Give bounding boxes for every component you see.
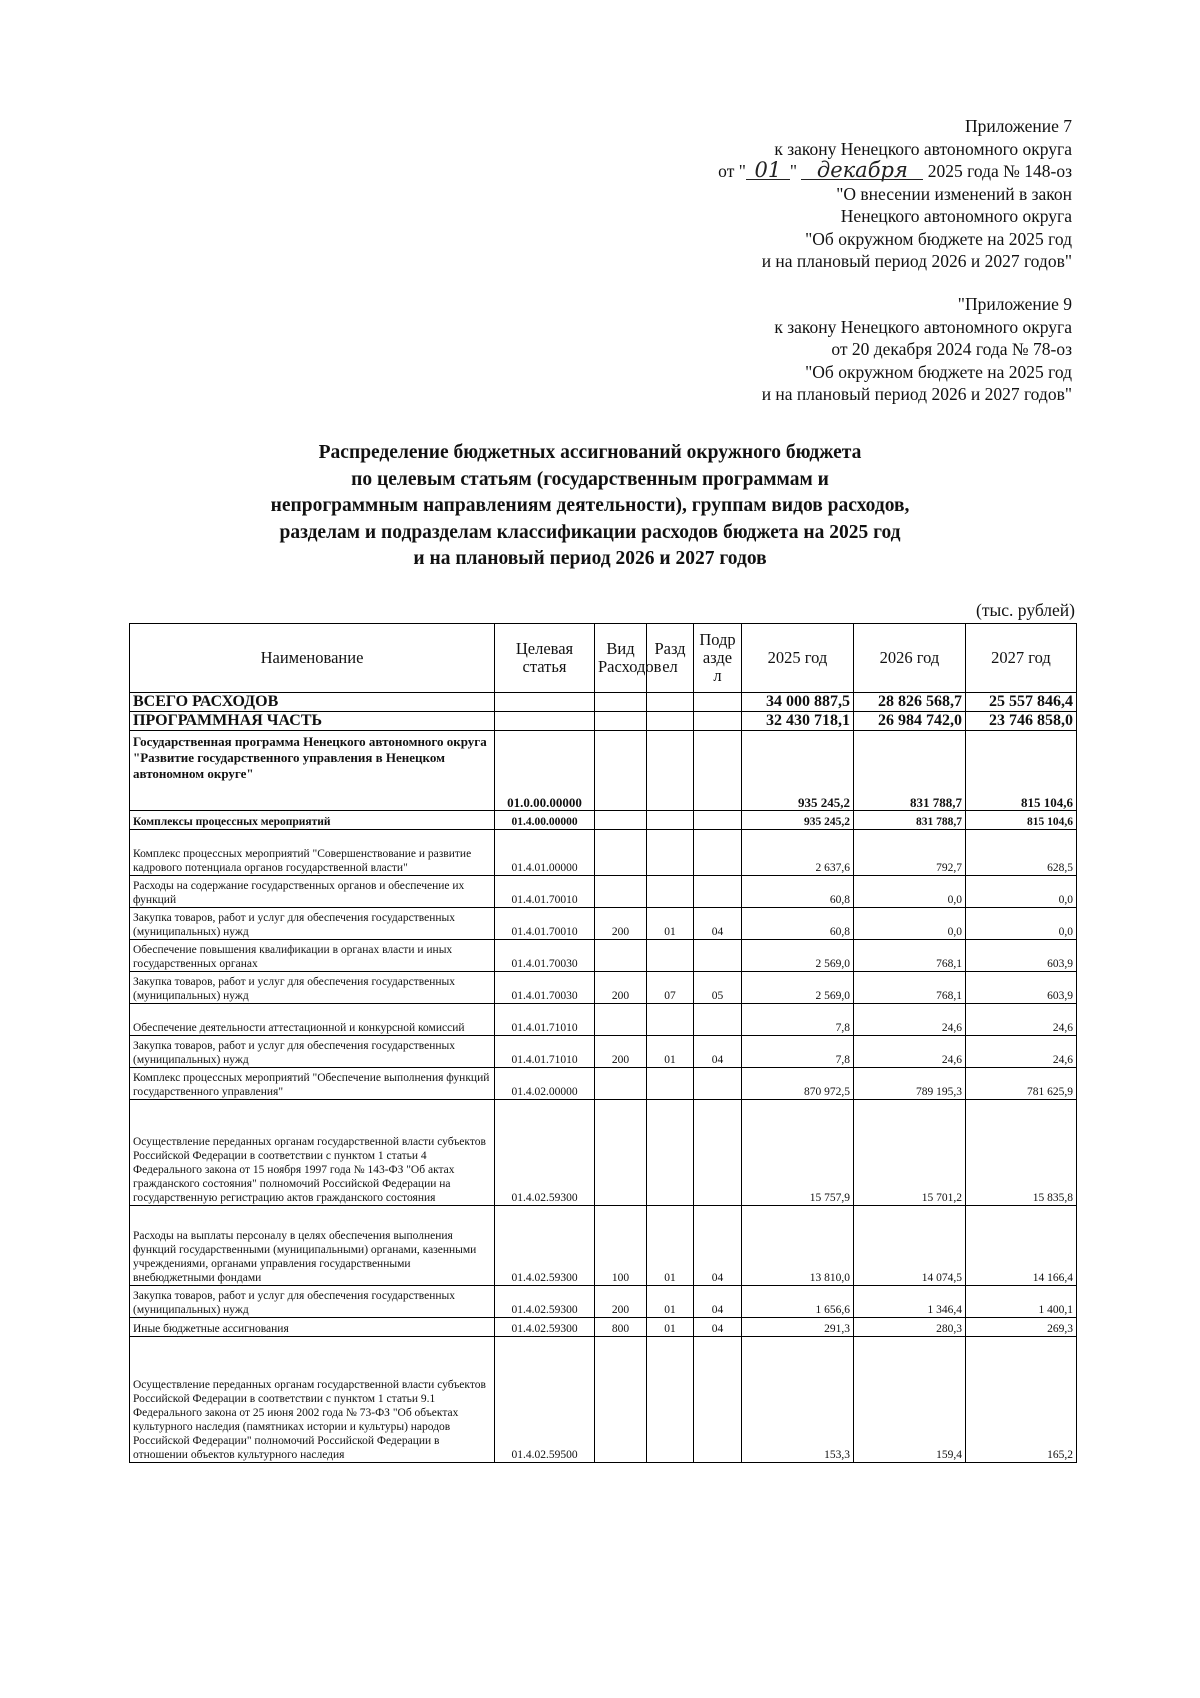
amend-line-4: и на плановый период 2026 и 2027 годов" [761, 251, 1072, 271]
cell-target: 01.4.02.00000 [495, 1068, 595, 1100]
table-row [130, 1004, 1077, 1036]
cell-y2025: 7,8 [742, 1004, 854, 1036]
cell-section [647, 940, 694, 972]
cell-section [647, 811, 694, 830]
title-line-5: и на плановый период 2026 и 2027 годов [413, 548, 767, 569]
cell-y2027: 25 557 846,4 [966, 693, 1077, 712]
cell-type [595, 712, 647, 731]
cell-section [647, 731, 694, 811]
cell-section: 01 [647, 1206, 694, 1286]
cell-type [595, 1337, 647, 1463]
appendix-header [718, 115, 1072, 273]
cell-name: Иные бюджетные ассигнования [130, 1318, 495, 1337]
cell-y2027: 24,6 [966, 1004, 1077, 1036]
cell-subsection: 04 [694, 908, 742, 940]
cell-type: 100 [595, 1206, 647, 1286]
cell-name: Закупка товаров, работ и услуг для обеспечения государственных (муниципальных) нужд [130, 1286, 495, 1318]
cell-type [595, 876, 647, 908]
cell-type [595, 1004, 647, 1036]
cell-y2026: 831 788,7 [854, 811, 966, 830]
cell-y2027: 24,6 [966, 1036, 1077, 1068]
table-row [130, 972, 1077, 1004]
table-row [130, 1100, 1077, 1206]
table-row [130, 1337, 1077, 1463]
date-mid: " [789, 161, 798, 181]
law-reference: к закону Ненецкого автономного округа [774, 138, 1072, 159]
law-date-line [718, 160, 1072, 183]
cell-type [595, 1100, 647, 1206]
cell-type [595, 940, 647, 972]
header-2026: 2026 год [854, 624, 966, 693]
document-title [150, 440, 1030, 573]
cell-name: Закупка товаров, работ и услуг для обеспечения государственных (муниципальных) нужд [130, 908, 495, 940]
cell-name: Комплекс процессных мероприятий "Обеспечение выполнения функций государственного управления" [130, 1068, 495, 1100]
cell-section: 01 [647, 908, 694, 940]
cell-target: 01.4.02.59500 [495, 1337, 595, 1463]
cell-y2025: 13 810,0 [742, 1206, 854, 1286]
title-line-1: Распределение бюджетных ассигнований окружного бюджета [318, 442, 862, 463]
table-row [130, 1068, 1077, 1100]
cell-target: 01.4.01.71010 [495, 1004, 595, 1036]
cell-target: 01.4.02.59300 [495, 1286, 595, 1318]
original-law-title-2: и на плановый период 2026 и 2027 годов" [761, 384, 1072, 404]
cell-section [647, 1337, 694, 1463]
appendix-number: Приложение 7 [964, 116, 1072, 136]
cell-name: ВСЕГО РАСХОДОВ [130, 693, 495, 712]
cell-section: 01 [647, 1286, 694, 1318]
cell-y2026: 26 984 742,0 [854, 712, 966, 731]
cell-y2027: 1 400,1 [966, 1286, 1077, 1318]
header-2027: 2027 год [966, 624, 1077, 693]
cell-subsection [694, 1100, 742, 1206]
cell-subsection [694, 876, 742, 908]
cell-y2027: 815 104,6 [966, 811, 1077, 830]
cell-y2026: 789 195,3 [854, 1068, 966, 1100]
table-body [130, 693, 1077, 1463]
cell-type: 200 [595, 1036, 647, 1068]
cell-target: 01.4.01.70010 [495, 908, 595, 940]
cell-y2027: 14 166,4 [966, 1206, 1077, 1286]
cell-subsection [694, 811, 742, 830]
cell-y2027: 0,0 [966, 908, 1077, 940]
cell-y2025: 2 637,6 [742, 830, 854, 876]
table-row [130, 876, 1077, 908]
cell-y2026: 14 074,5 [854, 1206, 966, 1286]
cell-type [595, 693, 647, 712]
cell-y2026: 28 826 568,7 [854, 693, 966, 712]
cell-subsection: 05 [694, 972, 742, 1004]
units-label: (тыс. рублей) [976, 600, 1075, 620]
cell-name: ПРОГРАММНАЯ ЧАСТЬ [130, 712, 495, 731]
table-row [130, 693, 1077, 712]
header-section: Разд ел [647, 624, 694, 693]
header-subsection: Подр азде л [694, 624, 742, 693]
cell-type: 200 [595, 908, 647, 940]
cell-y2026: 15 701,2 [854, 1100, 966, 1206]
cell-section: 01 [647, 1036, 694, 1068]
cell-target: 01.4.02.59300 [495, 1206, 595, 1286]
cell-y2025: 935 245,2 [742, 811, 854, 830]
table-row [130, 1036, 1077, 1068]
cell-target: 01.4.01.71010 [495, 1036, 595, 1068]
cell-name: Закупка товаров, работ и услуг для обеспечения государственных (муниципальных) нужд [130, 972, 495, 1004]
cell-subsection [694, 940, 742, 972]
cell-y2027: 15 835,8 [966, 1100, 1077, 1206]
cell-y2026: 792,7 [854, 830, 966, 876]
cell-subsection: 04 [694, 1206, 742, 1286]
cell-type: 800 [595, 1318, 647, 1337]
cell-y2026: 0,0 [854, 876, 966, 908]
original-law-reference: к закону Ненецкого автономного округа [774, 316, 1072, 337]
cell-y2026: 768,1 [854, 940, 966, 972]
original-law-title-1: "Об окружном бюджете на 2025 год [805, 361, 1072, 382]
cell-y2025: 60,8 [742, 908, 854, 940]
cell-name: Осуществление переданных органам государственной власти субъектов Российской Федерации в соответствии с пунктом 1 статьи 4 Федерального закона от 15 ноября 1997 года № 143-ФЗ "Об актах гражданского состояния" полномочий Российской Федерации на государственную регистрацию актов гражданского состояния [130, 1100, 495, 1206]
cell-y2026: 280,3 [854, 1318, 966, 1337]
cell-y2027: 0,0 [966, 876, 1077, 908]
cell-subsection [694, 1337, 742, 1463]
cell-name: Расходы на содержание государственных органов и обеспечение их функций [130, 876, 495, 908]
cell-y2025: 870 972,5 [742, 1068, 854, 1100]
header-target: Целевая статья [495, 624, 595, 693]
cell-type [595, 830, 647, 876]
cell-target: 01.0.00.00000 [495, 731, 595, 811]
cell-name: Государственная программа Ненецкого автономного округа "Развитие государственного управления в Ненецком автономном округе" [130, 731, 495, 811]
cell-name: Комплекс процессных мероприятий "Совершенствование и развитие кадрового потенциала органов государственной власти" [130, 830, 495, 876]
cell-y2026: 831 788,7 [854, 731, 966, 811]
cell-target: 01.4.01.00000 [495, 830, 595, 876]
cell-target: 01.4.02.59300 [495, 1100, 595, 1206]
cell-subsection [694, 1004, 742, 1036]
table-row [130, 712, 1077, 731]
cell-type: 200 [595, 972, 647, 1004]
cell-y2027: 165,2 [966, 1337, 1077, 1463]
cell-section [647, 1068, 694, 1100]
cell-section [647, 830, 694, 876]
cell-y2025: 291,3 [742, 1318, 854, 1337]
cell-target: 01.4.01.70030 [495, 940, 595, 972]
table-row [130, 940, 1077, 972]
cell-y2025: 7,8 [742, 1036, 854, 1068]
header-2025: 2025 год [742, 624, 854, 693]
cell-y2025: 15 757,9 [742, 1100, 854, 1206]
cell-y2025: 153,3 [742, 1337, 854, 1463]
cell-name: Обеспечение повышения квалификации в органах власти и иных государственных органах [130, 940, 495, 972]
table-row [130, 1318, 1077, 1337]
table-row [130, 731, 1077, 811]
amend-line-2: Ненецкого автономного округа [840, 206, 1072, 226]
header-type: Вид Расходов [595, 624, 647, 693]
header-name: Наименование [130, 624, 495, 693]
cell-subsection [694, 1068, 742, 1100]
table-row [130, 1206, 1077, 1286]
date-suffix: 2025 года № 148-оз [927, 161, 1072, 181]
title-line-4: разделам и подразделам классификации расходов бюджета на 2025 год [279, 521, 901, 543]
cell-y2025: 32 430 718,1 [742, 712, 854, 731]
cell-name: Комплексы процессных мероприятий [130, 811, 495, 830]
cell-section [647, 876, 694, 908]
cell-y2025: 60,8 [742, 876, 854, 908]
cell-y2026: 1 346,4 [854, 1286, 966, 1318]
handwritten-month: декабря [801, 161, 923, 180]
cell-section: 01 [647, 1318, 694, 1337]
cell-y2026: 24,6 [854, 1036, 966, 1068]
table-row [130, 908, 1077, 940]
table-row [130, 830, 1077, 876]
cell-y2026: 0,0 [854, 908, 966, 940]
cell-y2025: 935 245,2 [742, 731, 854, 811]
cell-y2026: 159,4 [854, 1337, 966, 1463]
amend-line-1: "О внесении изменений в закон [836, 183, 1072, 204]
cell-subsection [694, 830, 742, 876]
cell-type [595, 1068, 647, 1100]
cell-y2027: 23 746 858,0 [966, 712, 1077, 731]
cell-type: 200 [595, 1286, 647, 1318]
cell-name: Закупка товаров, работ и услуг для обеспечения государственных (муниципальных) нужд [130, 1036, 495, 1068]
title-line-3: непрограммным направлениям деятельности), группам видов расходов, [270, 495, 910, 516]
table-row [130, 1286, 1077, 1318]
cell-y2025: 2 569,0 [742, 940, 854, 972]
cell-target: 01.4.01.70030 [495, 972, 595, 1004]
cell-y2027: 269,3 [966, 1318, 1077, 1337]
cell-subsection: 04 [694, 1318, 742, 1337]
cell-y2026: 24,6 [854, 1004, 966, 1036]
cell-section [647, 712, 694, 731]
cell-y2025: 34 000 887,5 [742, 693, 854, 712]
cell-target [495, 712, 595, 731]
cell-name: Осуществление переданных органам государственной власти субъектов Российской Федерации в соответствии с пунктом 1 статьи 9.1 Федерального закона от 25 июня 2002 года № 73-ФЗ "Об объектах культурного наследия (памятниках истории и культуры) народов Российской Федерации" полномочий Российской Федерации в отношении объектов культурного наследия [130, 1337, 495, 1463]
cell-target: 01.4.00.00000 [495, 811, 595, 830]
cell-subsection [694, 712, 742, 731]
cell-target [495, 693, 595, 712]
cell-name: Обеспечение деятельности аттестационной и конкурсной комиссий [130, 1004, 495, 1036]
cell-type [595, 731, 647, 811]
original-law-date: от 20 декабря 2024 года № 78-оз [831, 339, 1072, 359]
cell-y2027: 628,5 [966, 830, 1077, 876]
handwritten-day: 01 [746, 161, 790, 180]
cell-y2027: 815 104,6 [966, 731, 1077, 811]
cell-y2026: 768,1 [854, 972, 966, 1004]
table-row [130, 811, 1077, 830]
original-appendix-number: "Приложение 9 [957, 294, 1072, 314]
cell-subsection [694, 731, 742, 811]
cell-target: 01.4.01.70010 [495, 876, 595, 908]
budget-table [129, 623, 1077, 1463]
cell-y2027: 781 625,9 [966, 1068, 1077, 1100]
cell-section [647, 1004, 694, 1036]
cell-y2025: 2 569,0 [742, 972, 854, 1004]
cell-name: Расходы на выплаты персоналу в целях обеспечения выполнения функций государственными (муниципальными) органами, казенными учреждениями, органами управления государственными внебюджетными фондами [130, 1206, 495, 1286]
cell-subsection [694, 693, 742, 712]
cell-y2027: 603,9 [966, 940, 1077, 972]
cell-section [647, 1100, 694, 1206]
cell-target: 01.4.02.59300 [495, 1318, 595, 1337]
cell-subsection: 04 [694, 1286, 742, 1318]
cell-subsection: 04 [694, 1036, 742, 1068]
cell-y2027: 603,9 [966, 972, 1077, 1004]
cell-type [595, 811, 647, 830]
amend-line-3: "Об окружном бюджете на 2025 год [805, 228, 1072, 249]
title-line-2: по целевым статьям (государственным программам и [351, 468, 829, 490]
original-appendix-header [762, 293, 1072, 406]
table-header-row [130, 624, 1077, 693]
date-prefix: от " [718, 161, 746, 181]
cell-section [647, 693, 694, 712]
cell-section: 07 [647, 972, 694, 1004]
cell-y2025: 1 656,6 [742, 1286, 854, 1318]
